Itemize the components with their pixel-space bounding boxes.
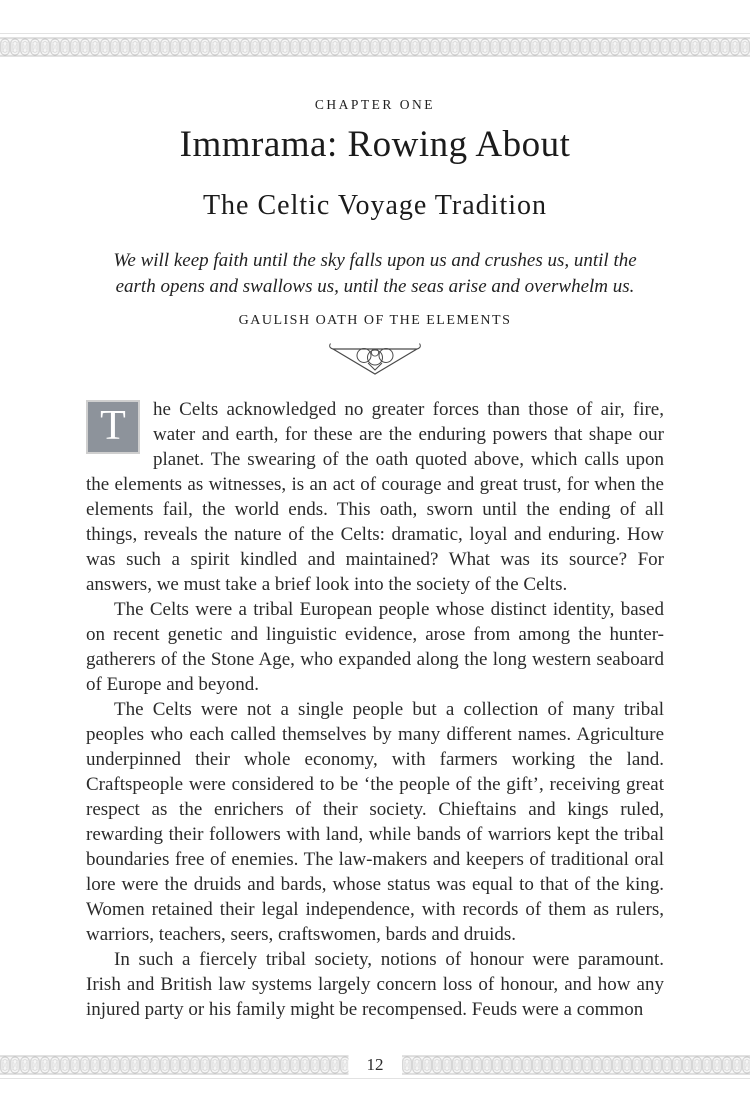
paragraph: The Celts were a tribal European people whose distinct identity, based on recent genetic and linguistic evidence, arose from among the hunter-gatherers of the Stone Age, who expanded along the long western seaboard of Europe and beyond. xyxy=(86,597,664,697)
drop-cap: T xyxy=(86,400,140,454)
page-title: Immrama: Rowing About xyxy=(0,125,750,165)
celtic-knot-chain-icon xyxy=(402,1055,750,1075)
paragraph: In such a fiercely tribal society, notions of honour were paramount. Irish and British law systems largely concern loss of honour, and how any injured party or his family might be recompensed. Feuds were a common xyxy=(86,947,664,1022)
body-text xyxy=(86,397,664,1022)
page-footer xyxy=(0,1055,750,1079)
paragraph: The Celts were not a single people but a collection of many tribal peoples who each called themselves by many different names. Agriculture underpinned their whole economy, with farmers working the land. Craftspeople were considered to be ‘the people of the gift’, receiving great respect as the enrichers of their society. Chieftains and kings ruled, rewarding their followers with land, while bands of warriors kept the tribal boundaries free of enemies. The law-makers and keepers of traditional oral lore were the druids and bards, whose status was equal to that of the king. Women retained their legal independence, with records of them as rulers, warriors, teachers, seers, craftswomen, bards and druids. xyxy=(86,697,664,947)
bottom-hairline-rule xyxy=(0,1078,750,1079)
page-subtitle: The Celtic Voyage Tradition xyxy=(0,190,750,222)
celtic-knot-chain-icon xyxy=(0,1055,349,1075)
celtic-knot-chain-icon xyxy=(0,37,750,57)
paragraph-text: he Celts acknowledged no greater forces than those of air, fire, water and earth, for these are the enduring powers that shape our planet. The swearing of the oath quoted above, which calls upon the elements as witnesses, is an act of courage and great trust, for when the elements fail, the world ends. This oath, sworn until the ending of all things, reveals the nature of the Celts: dramatic, loyal and enduring. How was such a spirit kindled and maintained? What was its source? For answers, we must take a brief look into the society of the Celts. xyxy=(86,399,664,595)
epigraph-attribution: GAULISH OATH OF THE ELEMENTS xyxy=(0,313,750,329)
top-border xyxy=(0,37,750,57)
paragraph xyxy=(86,397,664,597)
chapter-label: CHAPTER ONE xyxy=(0,97,750,113)
celtic-knot-triangle-icon xyxy=(327,341,423,377)
epigraph: We will keep faith until the sky falls upon us and crushes us, until the earth opens and swallows us, until the seas arise and overwhelm us. xyxy=(98,248,653,300)
top-hairline-rule xyxy=(0,33,750,34)
page-number: 12 xyxy=(349,1055,402,1075)
